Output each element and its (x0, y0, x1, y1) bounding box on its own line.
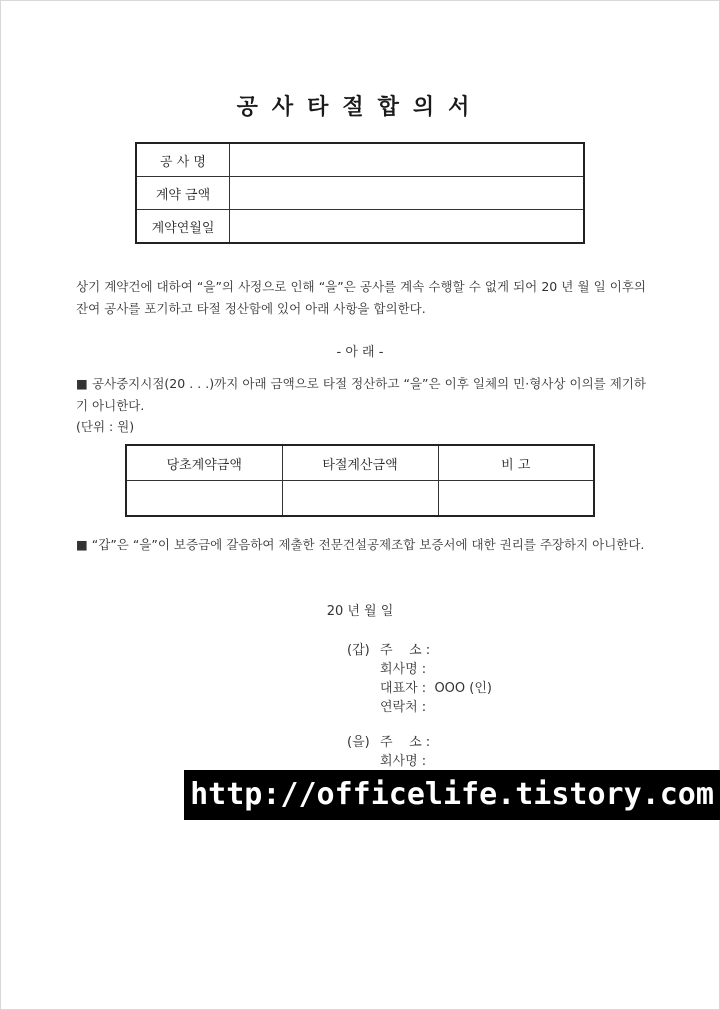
table-row (136, 210, 584, 244)
table-row (136, 177, 584, 210)
below-heading: - 아 래 - (336, 345, 384, 360)
clause-settlement: ■ 공사중지시점(20 . . .)까지 아래 금액으로 타절 정산하고 “을”은 이후 일체의 민·형사상 이의를 제기하기 아니한다. (76, 376, 646, 413)
project-name-label: 공 사 명 (136, 143, 230, 177)
contract-date-label: 계약연월일 (136, 210, 230, 244)
remarks-header: 비 고 (438, 445, 594, 481)
original-amount-header: 당초계약금액 (126, 445, 282, 481)
date-line: 20 년 월 일 (326, 604, 394, 619)
unit-note: (단위 : 원) (76, 419, 135, 434)
party-a-address: 주 소 : (380, 643, 431, 658)
settlement-amount-header: 타절계산금액 (282, 445, 438, 481)
clause-guarantee: ■ “갑”은 “을”이 보증금에 갈음하여 제출한 전문건설공제조합 보증서에 대한 권리를 주장하지 아니한다. (76, 537, 645, 552)
table-row (136, 143, 584, 177)
intro-paragraph: 상기 계약건에 대하여 “을”의 사정으로 인해 “을”은 공사를 계속 수행할 수 없게 되어 20 년 월 일 이후의 잔여 공사를 포기하고 타절 정산함에 있어 아래 사항을 합의한다. (76, 279, 646, 316)
party-a-label: (갑) (347, 643, 370, 658)
contract-amount-value (230, 177, 585, 210)
original-amount-cell (126, 481, 282, 517)
settlement-amount-cell (282, 481, 438, 517)
contract-date-value (230, 210, 585, 244)
table-header-row (126, 445, 594, 481)
amount-table (125, 444, 595, 517)
party-a-contact: 연락처 : (380, 700, 427, 715)
remarks-cell (438, 481, 594, 517)
table-row (126, 481, 594, 517)
document-title: 공사타절합의서 (236, 95, 484, 120)
info-table (135, 142, 585, 244)
party-a-representative: 대표자 : OOO (인) (380, 681, 492, 696)
party-b-address: 주 소 : (380, 735, 431, 750)
project-name-value (230, 143, 585, 177)
party-b-label: (을) (347, 735, 370, 750)
party-b-company: 회사명 : (380, 754, 427, 769)
watermark-banner: http://officelife.tistory.com (184, 770, 720, 820)
contract-amount-label: 계약 금액 (136, 177, 230, 210)
party-a-company: 회사명 : (380, 662, 427, 677)
